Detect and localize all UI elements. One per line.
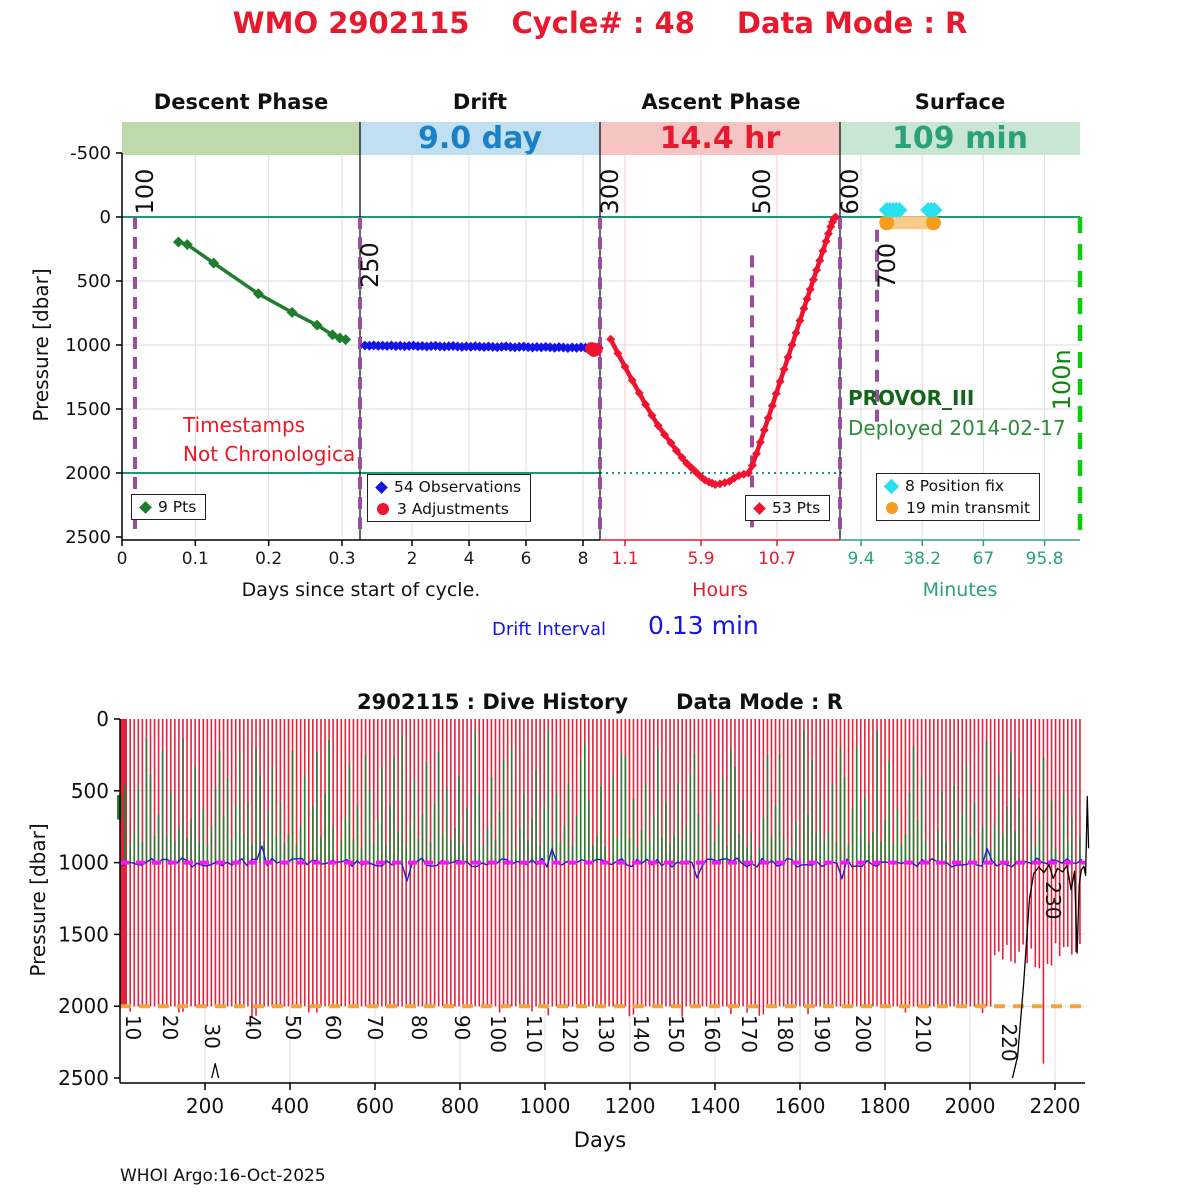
title-wmo: WMO 2902115 <box>232 6 470 40</box>
x-axis-label-hours: Hours <box>692 579 748 601</box>
cycle-number-label-70: 70 <box>363 1014 387 1041</box>
cycle-number-label-50: 50 <box>281 1014 305 1041</box>
descent-point <box>173 236 184 247</box>
legend-item <box>141 498 196 516</box>
blue-diamond-icon <box>375 481 388 494</box>
float-model-label: PROVOR_III <box>848 386 975 410</box>
phase-title-ascent: Ascent Phase <box>641 90 801 114</box>
title-datamode: Data Mode : R <box>736 6 968 40</box>
event-line-label-300: 300 <box>596 168 624 215</box>
orange-circle-icon <box>886 502 898 514</box>
cycle-number-label-130: 130 <box>594 1014 618 1054</box>
legend-item <box>886 477 1030 495</box>
credit-line: WHOI Argo:16-Oct-2025 <box>120 1166 326 1186</box>
y-tick-label: 2500 <box>58 1066 109 1090</box>
deployed-date-label: Deployed 2014-02-17 <box>848 416 1066 440</box>
title-cycle: Cycle# : 48 <box>511 6 695 40</box>
x-tick-label: 1600 <box>774 1094 826 1118</box>
legend-label: 19 min transmit <box>906 499 1031 517</box>
legend-label: 54 Observations <box>394 478 522 496</box>
x-tick-label: 6 <box>520 549 532 569</box>
y-tick-label: 500 <box>70 778 109 803</box>
y-tick-label: 2500 <box>65 527 111 548</box>
red-diamond-icon <box>753 502 766 515</box>
cycle-number-label-230: 230 <box>1041 881 1065 920</box>
event-line-label-600: 600 <box>836 168 864 215</box>
dive-history-title-left: 2902115 : Dive History <box>357 690 629 714</box>
cycle-number-label-140: 140 <box>629 1014 653 1054</box>
cycle-number-label-30: 30 <box>200 1023 224 1049</box>
x-tick-label: 0.3 <box>328 549 356 569</box>
band-surface-duration: 109 min <box>892 121 1028 156</box>
x-tick-label: 2200 <box>1029 1094 1081 1118</box>
legend-descent <box>131 494 206 520</box>
bottom-x-axis-title: Days <box>573 1128 627 1152</box>
x-tick-label: 10.7 <box>758 549 796 569</box>
legend-item <box>377 500 521 518</box>
band-ascent-duration: 14.4 hr <box>659 121 781 156</box>
phase-title-surface: Surface <box>914 90 1006 114</box>
dive-history-title <box>0 690 1200 714</box>
y-tick-label: 1500 <box>65 399 111 420</box>
x-tick-label: 38.2 <box>903 549 942 569</box>
cycle-number-label-190: 190 <box>810 1014 834 1054</box>
legend-ascent <box>745 495 830 521</box>
event-line-label-500: 500 <box>748 168 776 215</box>
cycle-number-label-180: 180 <box>773 1014 797 1054</box>
y-tick-label: 1000 <box>65 335 111 356</box>
cycle-number-label-120: 120 <box>558 1014 582 1054</box>
y-tick-label: 2000 <box>65 463 111 484</box>
x-tick-label: 67 <box>972 549 995 569</box>
event-line-label-100n: 100n <box>1048 349 1076 411</box>
legend-label: 8 Position fix <box>905 477 1005 495</box>
x-tick-label: 8 <box>577 549 589 569</box>
y-tick-label: 0 <box>96 707 109 731</box>
x-tick-label: 2 <box>406 549 418 569</box>
x-tick-label: 2000 <box>944 1094 996 1118</box>
y-tick-label: 500 <box>76 271 111 292</box>
timestamps-warning-line2: Not Chronologica <box>183 442 356 466</box>
cycle-number-label-100: 100 <box>486 1014 510 1054</box>
x-tick-label: 200 <box>185 1094 225 1118</box>
y-tick-label: 0 <box>99 207 111 228</box>
x-tick-label: 1000 <box>519 1094 571 1118</box>
y-tick-label: 1000 <box>58 850 109 875</box>
x-tick-label: 400 <box>270 1094 310 1118</box>
event-line-label-700: 700 <box>873 242 901 289</box>
adjustment-point <box>590 343 603 356</box>
x-tick-label: 0.2 <box>255 549 283 569</box>
cycle-number-label-80: 80 <box>407 1014 431 1041</box>
y-tick-label: 2000 <box>58 994 109 1019</box>
event-line-label-100: 100 <box>131 168 159 215</box>
cycle-number-label-60: 60 <box>321 1014 345 1041</box>
x-tick-label: 600 <box>355 1094 395 1118</box>
cyan-diamond-icon <box>884 478 900 494</box>
x-tick-label: 4 <box>463 549 475 569</box>
legend-label: 3 Adjustments <box>397 500 509 518</box>
legend-drift <box>367 474 531 522</box>
legend-surface <box>876 473 1040 521</box>
phase-title-drift: Drift <box>452 90 508 114</box>
drift-interval-label: Drift Interval <box>492 619 606 640</box>
y-tick-label: 1500 <box>58 922 109 947</box>
band-drift-duration: 9.0 day <box>418 121 542 156</box>
cycle-number-label-20: 20 <box>158 1014 182 1041</box>
x-tick-label: 1.1 <box>611 549 639 569</box>
cycle-number-label-90: 90 <box>450 1014 474 1041</box>
timestamps-warning-line1: Timestamps <box>183 413 306 437</box>
legend-item <box>377 478 521 496</box>
x-tick-label: 0 <box>116 549 128 569</box>
x-tick-label: 1800 <box>859 1094 911 1118</box>
legend-label: 9 Pts <box>158 498 197 516</box>
x-tick-label: 1400 <box>689 1094 741 1118</box>
x-tick-label: 0.1 <box>181 549 209 569</box>
cycle-number-label-200: 200 <box>851 1014 875 1054</box>
cycle-number-label-160: 160 <box>700 1014 724 1054</box>
green-diamond-icon <box>139 501 152 514</box>
phase-title-descent: Descent Phase <box>153 90 329 114</box>
timestamps-warning <box>183 411 355 469</box>
ascent-series-line <box>611 217 836 485</box>
cycle-number-label-110: 110 <box>522 1014 546 1054</box>
x-tick-label: 9.4 <box>847 549 875 569</box>
cycle-number-label-10: 10 <box>121 1014 145 1041</box>
x-tick-label: 1200 <box>604 1094 656 1118</box>
max-depth-spike <box>212 1064 219 1078</box>
cycle-number-label-170: 170 <box>737 1014 761 1054</box>
x-axis-label-minutes: Minutes <box>922 579 998 601</box>
cycle-number-label-150: 150 <box>664 1014 688 1054</box>
dive-history-title-right: Data Mode : R <box>676 690 843 714</box>
cycle-number-label-40: 40 <box>241 1014 265 1041</box>
y-tick-label: -500 <box>70 143 111 164</box>
cycle-number-label-220: 220 <box>997 1023 1021 1062</box>
top-y-axis-title: Pressure [dbar] <box>29 268 53 422</box>
bottom-y-axis-title: Pressure [dbar] <box>26 823 50 977</box>
drift-interval-value: 0.13 min <box>648 611 759 640</box>
x-tick-label: 800 <box>440 1094 480 1118</box>
x-tick-label: 95.8 <box>1025 549 1064 569</box>
x-tick-label: 5.9 <box>687 549 715 569</box>
x-axis-label-days: Days since start of cycle. <box>241 579 481 601</box>
legend-item <box>886 499 1030 517</box>
event-line-label-250: 250 <box>356 242 384 289</box>
legend-label: 53 Pts <box>772 499 821 517</box>
early-profiles-block <box>124 785 126 863</box>
red-circle-icon <box>377 503 389 515</box>
cycle-number-label-210: 210 <box>911 1014 935 1054</box>
legend-item <box>755 499 820 517</box>
